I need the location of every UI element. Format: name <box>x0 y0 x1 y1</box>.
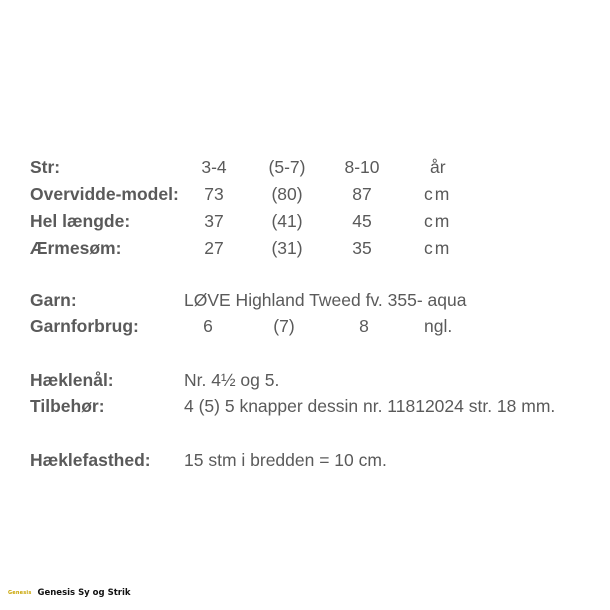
measure-sleeve-unit: cm <box>424 238 452 258</box>
measure-sleeve-3: 35 <box>352 238 372 258</box>
yarn-usage-label: Garnforbrug: <box>30 316 139 336</box>
yarn-usage-2: (7) <box>273 316 295 336</box>
measure-label-length: Hel længde: <box>30 211 131 231</box>
sizes-label: Str: <box>30 157 61 177</box>
yarn-value: LØVE Highland Tweed fv. 355- aqua <box>184 290 467 310</box>
yarn-usage-3: 8 <box>359 316 369 336</box>
measure-label-chest: Overvidde-model: <box>30 184 179 204</box>
measure-chest-2: (80) <box>271 184 303 204</box>
measure-length-unit: cm <box>424 211 452 231</box>
measure-length-3: 45 <box>352 211 372 231</box>
measure-sleeve-1: 27 <box>204 238 224 258</box>
measure-length-2: (41) <box>271 211 303 231</box>
measure-sleeve-2: (31) <box>271 238 303 258</box>
footer-brand <box>8 588 131 598</box>
hook-label: Hæklenål: <box>30 370 114 390</box>
measure-length-1: 37 <box>204 211 224 231</box>
measure-chest-1: 73 <box>204 184 224 204</box>
yarn-label: Garn: <box>30 290 77 310</box>
size-value-3: 8-10 <box>344 157 380 177</box>
gauge-label: Hæklefasthed: <box>30 450 151 470</box>
measure-chest-unit: cm <box>424 184 452 204</box>
hook-value: Nr. 4½ og 5. <box>184 370 280 390</box>
brand-name: Genesis Sy og Strik <box>37 588 131 598</box>
measure-chest-3: 87 <box>352 184 372 204</box>
measure-label-sleeve: Ærmesøm: <box>30 238 122 258</box>
brand-logo: Genesis <box>8 590 32 596</box>
accessories-value: 4 (5) 5 knapper dessin nr. 11812024 str. 18 mm. <box>184 396 556 416</box>
size-value-2: (5-7) <box>268 157 306 177</box>
yarn-usage-1: 6 <box>203 316 213 336</box>
yarn-usage-unit: ngl. <box>424 316 453 336</box>
size-unit: år <box>430 157 446 177</box>
accessories-label: Tilbehør: <box>30 396 105 416</box>
size-value-1: 3-4 <box>201 157 227 177</box>
gauge-value: 15 stm i bredden = 10 cm. <box>184 450 387 470</box>
